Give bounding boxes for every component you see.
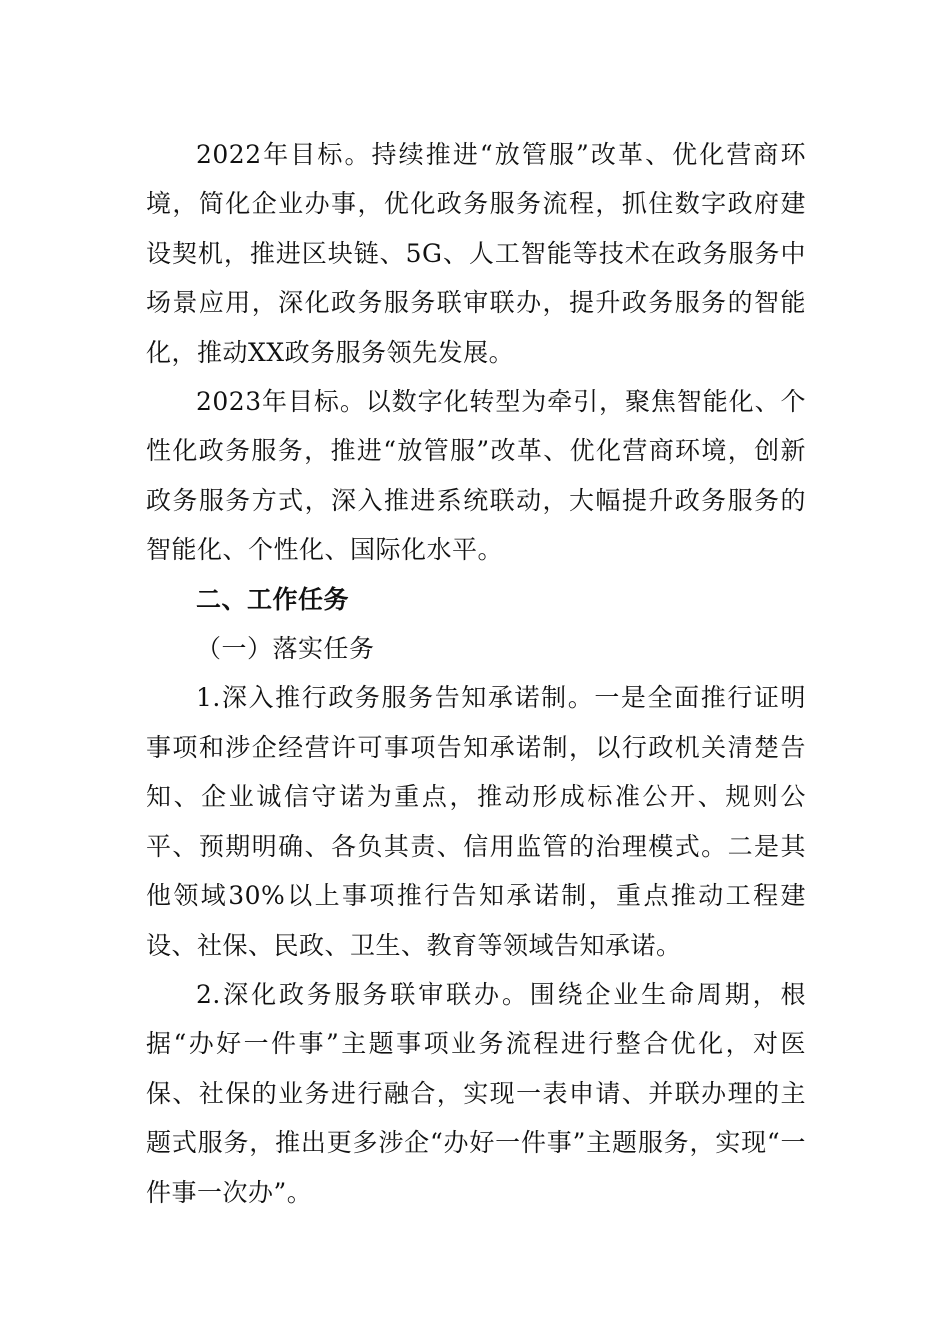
paragraph-2023-goal: 2023年目标。以数字化转型为牵引，聚焦智能化、个性化政务服务，推进“放管服”改革、优化营商环境，创新政务服务方式，深入推进系统联动，大幅提升政务服务的智能化、个性化、国际化水平。 (146, 387, 806, 565)
paragraph-task-1: 1.深入推行政务服务告知承诺制。一是全面推行证明事项和涉企经营许可事项告知承诺制，以行政机关清楚告知、企业诚信守诺为重点，推动形成标准公开、规则公平、预期明确、各负其责、信用监管的治理模式。二是其他领域30%以上事项推行告知承诺制，重点推动工程建设、社保、民政、卫生、教育等领域告知承诺。 (146, 683, 806, 960)
document-body (146, 130, 806, 1217)
subsection-heading-implement-tasks: （一）落实任务 (196, 634, 375, 664)
paragraph-task-2: 2.深化政务服务联审联办。围绕企业生命周期，根据“办好一件事”主题事项业务流程进行整合优化，对医保、社保的业务进行融合，实现一表申请、并联办理的主题式服务，推出更多涉企“办好一件事”主题服务，实现“一件事一次办”。 (146, 979, 806, 1207)
section-heading-work-tasks: 二、工作任务 (196, 584, 350, 614)
paragraph-2022-goal: 2022年目标。持续推进“放管服”改革、优化营商环境，简化企业办事，优化政务服务流程，抓住数字政府建设契机，推进区块链、5G、人工智能等技术在政务服务中场景应用，深化政务服务联审联办，提升政务服务的智能化，推动XX政务服务领先发展。 (146, 140, 806, 367)
